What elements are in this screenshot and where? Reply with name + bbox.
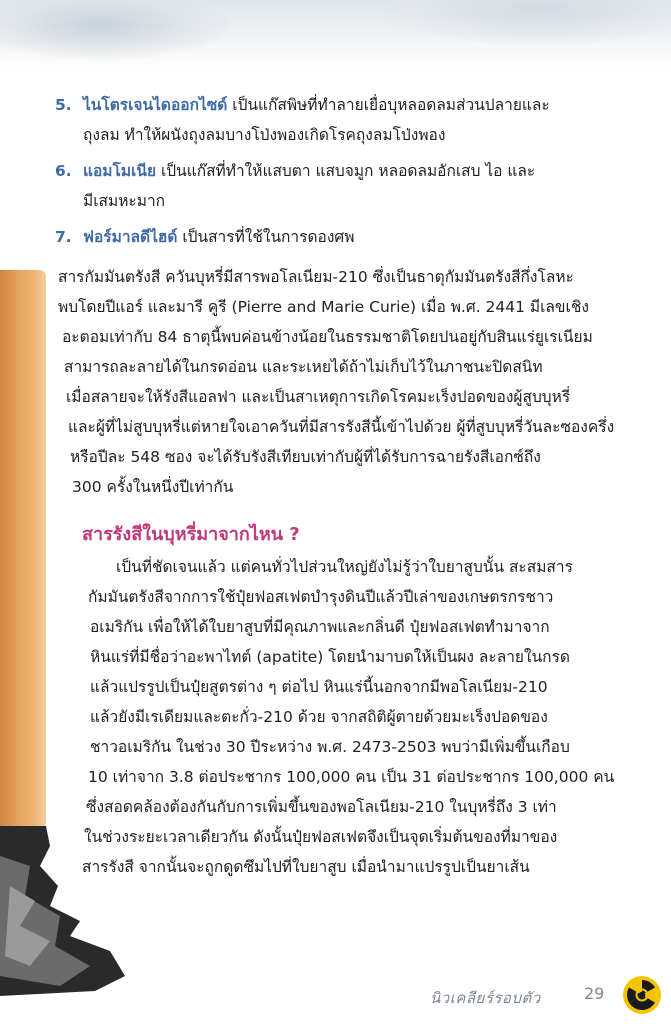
item-text: เป็นสารที่ใช้ในการดองศพ [177, 228, 355, 246]
paragraph-line: พบโดยปีแอร์ และมารี คูรี (Pierre and Marie Curie) เมื่อ พ.ศ. 2441 มีเลขเชิง [58, 298, 589, 316]
list-item [55, 156, 615, 216]
radiation-icon [622, 975, 662, 1015]
numbered-list [55, 90, 615, 258]
paragraph-line: สารรังสี จากนั้นจะถูกดูดซึมไปที่ใบยาสูบ เมื่อนำมาแปรรูปเป็นยาเส้น [82, 858, 530, 876]
list-item [55, 90, 615, 150]
paragraph-line: 300 ครั้งในหนึ่งปีเท่ากัน [72, 478, 234, 496]
paragraph-line: อเมริกัน เพื่อให้ได้ใบยาสูบที่มีคุณภาพและกลิ่นดี ปุ๋ยฟอสเฟตทำมาจาก [90, 618, 550, 636]
item-number: 6. [55, 162, 72, 180]
paragraph-line: กัมมันตรังสีจากการใช้ปุ๋ยฟอสเฟตบำรุงดินปีแล้วปีเล่าของเกษตรกรชาว [88, 588, 554, 606]
item-text: เป็นแก๊สที่ทำให้แสบตา แสบจมูก หลอดลมอักเสบ ไอ และ [156, 162, 536, 180]
paragraph-line: ซึ่งสอดคล้องต้องกันกับการเพิ่มขึ้นของพอโลเนียม-210 ในบุหรี่ถึง 3 เท่า [86, 798, 557, 816]
paragraph-line: อะตอมเท่ากับ 84 ธาตุนี้พบค่อนข้างน้อยในธรรมชาติโดยปนอยู่กับสินแร่ยูเรเนียม [62, 328, 593, 346]
paragraph-line: เป็นที่ชัดเจนแล้ว แต่คนทั่วไปส่วนใหญ่ยังไม่รู้ว่าใบยาสูบนั้น สะสมสาร [116, 558, 573, 576]
cigarette-image [0, 270, 46, 830]
item-number: 5. [55, 96, 72, 114]
item-term: ฟอร์มาลดีไฮด์ [83, 228, 178, 246]
cloud [0, 0, 230, 60]
cloud [380, 0, 671, 45]
paragraph-line: ในช่วงระยะเวลาเดียวกัน ดังนั้นปุ๋ยฟอสเฟตจึงเป็นจุดเริ่มต้นของที่มาของ [84, 828, 558, 846]
paragraph-line: 10 เท่าจาก 3.8 ต่อประชากร 100,000 คน เป็น 31 ต่อประชากร 100,000 คน [88, 768, 615, 786]
footer-brand: นิวเคลียร์รอบตัว [430, 989, 541, 1007]
paragraph-line: และผู้ที่ไม่สูบบุหรี่แต่หายใจเอาควันที่มีสารรังสีนี้เข้าไปด้วย ผู้ที่สูบบุหรี่วันละซองครึ่ง [68, 418, 615, 436]
item-term: แอมโมเนีย [83, 162, 157, 180]
paragraph-line: เมื่อสลายจะให้รังสีแอลฟา และเป็นสาเหตุการเกิดโรคมะเร็งปอดของผู้สูบบุหรี่ [66, 388, 571, 406]
paragraph-line: ชาวอเมริกัน ในช่วง 30 ปีระหว่าง พ.ศ. 2473-2503 พบว่ามีเพิ่มขึ้นเกือบ [90, 738, 570, 756]
paragraph-line: แล้วแปรรูปเป็นปุ๋ยสูตรต่าง ๆ ต่อไป หินแร่นี้นอกจากมีพอโลเนียม-210 [90, 678, 548, 696]
item-number: 7. [55, 228, 72, 246]
paragraph-line: หรือปีละ 548 ซอง จะได้รับรังสีเทียบเท่ากับผู้ที่ได้รับการฉายรังสีเอกซ์ถึง [70, 448, 541, 466]
section-heading: สารรังสีในบุหรี่มาจากไหน ? [82, 524, 300, 545]
paragraph-line: สารกัมมันตรังสี ควันบุหรี่มีสารพอโลเนียม-210 ซึ่งเป็นธาตุกัมมันตรังสีกึ่งโลหะ [58, 268, 574, 286]
list-item [55, 222, 615, 252]
item-term: ไนโตรเจนไดออกไซด์ [83, 96, 228, 114]
item-text: เป็นแก๊สพิษที่ทำลายเยื่อบุหลอดลมส่วนปลายและ [227, 96, 550, 114]
paragraph-line: สามารถละลายได้ในกรดอ่อน และระเหยได้ถ้าไม่เก็บไว้ในภาชนะปิดสนิท [64, 358, 543, 376]
page-number: 29 [584, 984, 605, 1003]
paragraph-line: หินแร่ที่มีชื่อว่าอะพาไทต์ (apatite) โดยนำมาบดให้เป็นผง ละลายในกรด [90, 648, 570, 666]
item-text: มีเสมหะมาก [83, 192, 166, 210]
item-text: ถุงลม ทำให้ผนังถุงลมบางโป่งพองเกิดโรคถุงลมโป่งพอง [83, 126, 446, 144]
sky-background [0, 0, 671, 70]
paragraph-line: แล้วยังมีเรเดียมและตะกั่ว-210 ด้วย จากสถิติผู้ตายด้วยมะเร็งปอดของ [90, 708, 548, 726]
